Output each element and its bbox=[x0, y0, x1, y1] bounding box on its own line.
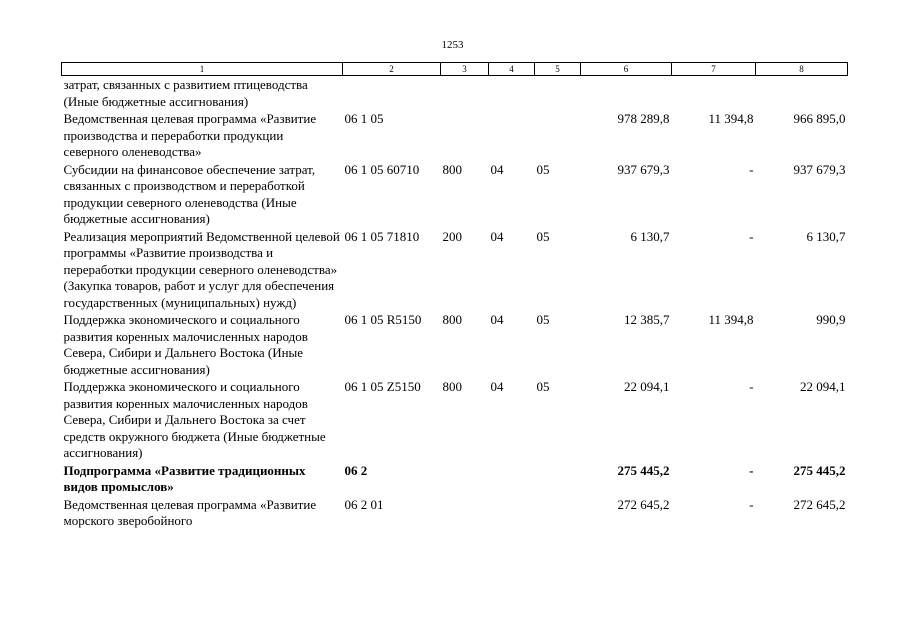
amount-federal: 11 394,8 bbox=[708, 312, 754, 327]
table-row bbox=[62, 76, 848, 111]
subsection-code: 05 bbox=[536, 312, 550, 327]
target-code: 06 2 bbox=[344, 462, 368, 478]
amount-federal: - bbox=[749, 161, 754, 177]
column-header: 6 bbox=[581, 63, 672, 76]
budget-table bbox=[61, 62, 848, 530]
column-header: 1 bbox=[62, 63, 343, 76]
table-header bbox=[62, 63, 848, 76]
expense-type: 800 bbox=[442, 312, 462, 327]
amount-federal: - bbox=[749, 379, 754, 394]
subsection-code bbox=[535, 462, 581, 496]
budget-item-name: Подпрограмма «Развитие традиционных видов промыслов» bbox=[63, 462, 306, 494]
amount-federal bbox=[672, 76, 756, 111]
budget-item-name: Реализация мероприятий Ведомственной целевой программы «Развитие производства и переработки продукции северного оленеводства» (Закупка товаров, работ и услуг для обеспечения государственных (муниципальных) нужд) bbox=[63, 228, 340, 310]
amount-total: 272 645,2 bbox=[617, 496, 670, 512]
amount-regional: 990,9 bbox=[816, 312, 846, 327]
section-code bbox=[489, 462, 535, 496]
table-row bbox=[62, 378, 848, 462]
table-row bbox=[62, 161, 848, 228]
subsection-code bbox=[535, 76, 581, 111]
section-code bbox=[489, 76, 535, 111]
amount-regional: 22 094,1 bbox=[800, 379, 846, 394]
expense-type bbox=[441, 496, 489, 530]
amount-federal: - bbox=[749, 462, 754, 478]
subsection-code bbox=[535, 110, 581, 161]
amount-total bbox=[581, 76, 672, 111]
amount-federal: - bbox=[749, 496, 754, 512]
target-code: 06 1 05 Z5150 bbox=[344, 379, 421, 394]
amount-total: 12 385,7 bbox=[624, 312, 670, 327]
amount-regional bbox=[756, 76, 848, 111]
table-row bbox=[62, 228, 848, 312]
target-code: 06 2 01 bbox=[344, 496, 384, 512]
target-code: 06 1 05 60710 bbox=[344, 161, 420, 177]
budget-item-name: Ведомственная целевая программа «Развитие морского зверобойного bbox=[63, 496, 317, 528]
subsection-code: 05 bbox=[536, 161, 550, 177]
expense-type: 200 bbox=[442, 228, 462, 244]
subsection-code: 05 bbox=[536, 228, 550, 244]
amount-total: 275 445,2 bbox=[617, 462, 670, 478]
section-code: 04 bbox=[490, 228, 504, 244]
section-code: 04 bbox=[490, 161, 504, 177]
amount-total: 6 130,7 bbox=[630, 228, 670, 244]
column-header: 4 bbox=[489, 63, 535, 76]
expense-type bbox=[441, 76, 489, 111]
expense-type: 800 bbox=[442, 161, 462, 177]
expense-type bbox=[441, 110, 489, 161]
section-code bbox=[489, 496, 535, 530]
budget-item-name: Субсидии на финансовое обеспечение затрат, связанных с производством и переработкой продукции северного оленеводства (Иные бюджетные ассигнования) bbox=[63, 161, 316, 226]
target-code bbox=[343, 76, 441, 111]
table-body bbox=[62, 76, 848, 530]
budget-item-name: Ведомственная целевая программа «Развитие производства и переработки продукции северного оленеводства» bbox=[63, 111, 317, 159]
column-header: 2 bbox=[343, 63, 441, 76]
page-number: 1253 bbox=[441, 39, 464, 51]
expense-type bbox=[441, 462, 489, 496]
table-row bbox=[62, 110, 848, 161]
amount-total: 22 094,1 bbox=[624, 379, 670, 394]
budget-item-name: Поддержка экономического и социального развития коренных малочисленных народов Севера, Сибири и Дальнего Востока (Иные бюджетные ассигнования) bbox=[63, 312, 308, 377]
amount-federal: - bbox=[749, 228, 754, 244]
amount-regional: 937 679,3 bbox=[793, 161, 846, 177]
table-row bbox=[62, 311, 848, 378]
column-header: 3 bbox=[441, 63, 489, 76]
target-code: 06 1 05 bbox=[344, 111, 384, 126]
amount-total: 978 289,8 bbox=[617, 111, 670, 126]
amount-regional: 6 130,7 bbox=[806, 228, 846, 244]
subsection-code: 05 bbox=[536, 379, 550, 394]
section-code: 04 bbox=[490, 312, 504, 327]
budget-item-name: Поддержка экономического и социального развития коренных малочисленных народов Севера, Сибири и Дальнего Востока за счет средств окружного бюджета (Иные бюджетные ассигнования) bbox=[63, 379, 326, 460]
target-code: 06 1 05 71810 bbox=[344, 228, 420, 244]
column-header: 5 bbox=[535, 63, 581, 76]
amount-regional: 272 645,2 bbox=[793, 496, 846, 512]
subsection-code bbox=[535, 496, 581, 530]
table-row bbox=[62, 496, 848, 530]
amount-regional: 966 895,0 bbox=[793, 111, 846, 126]
target-code: 06 1 05 R5150 bbox=[344, 312, 422, 327]
section-code bbox=[489, 110, 535, 161]
amount-federal: 11 394,8 bbox=[708, 111, 754, 126]
amount-total: 937 679,3 bbox=[617, 161, 670, 177]
column-header: 7 bbox=[672, 63, 756, 76]
column-header: 8 bbox=[756, 63, 848, 76]
expense-type: 800 bbox=[442, 379, 462, 394]
budget-item-name: затрат, связанных с развитием птицеводства (Иные бюджетные ассигнования) bbox=[63, 77, 308, 109]
table-row bbox=[62, 462, 848, 496]
section-code: 04 bbox=[490, 379, 504, 394]
amount-regional: 275 445,2 bbox=[793, 462, 846, 478]
